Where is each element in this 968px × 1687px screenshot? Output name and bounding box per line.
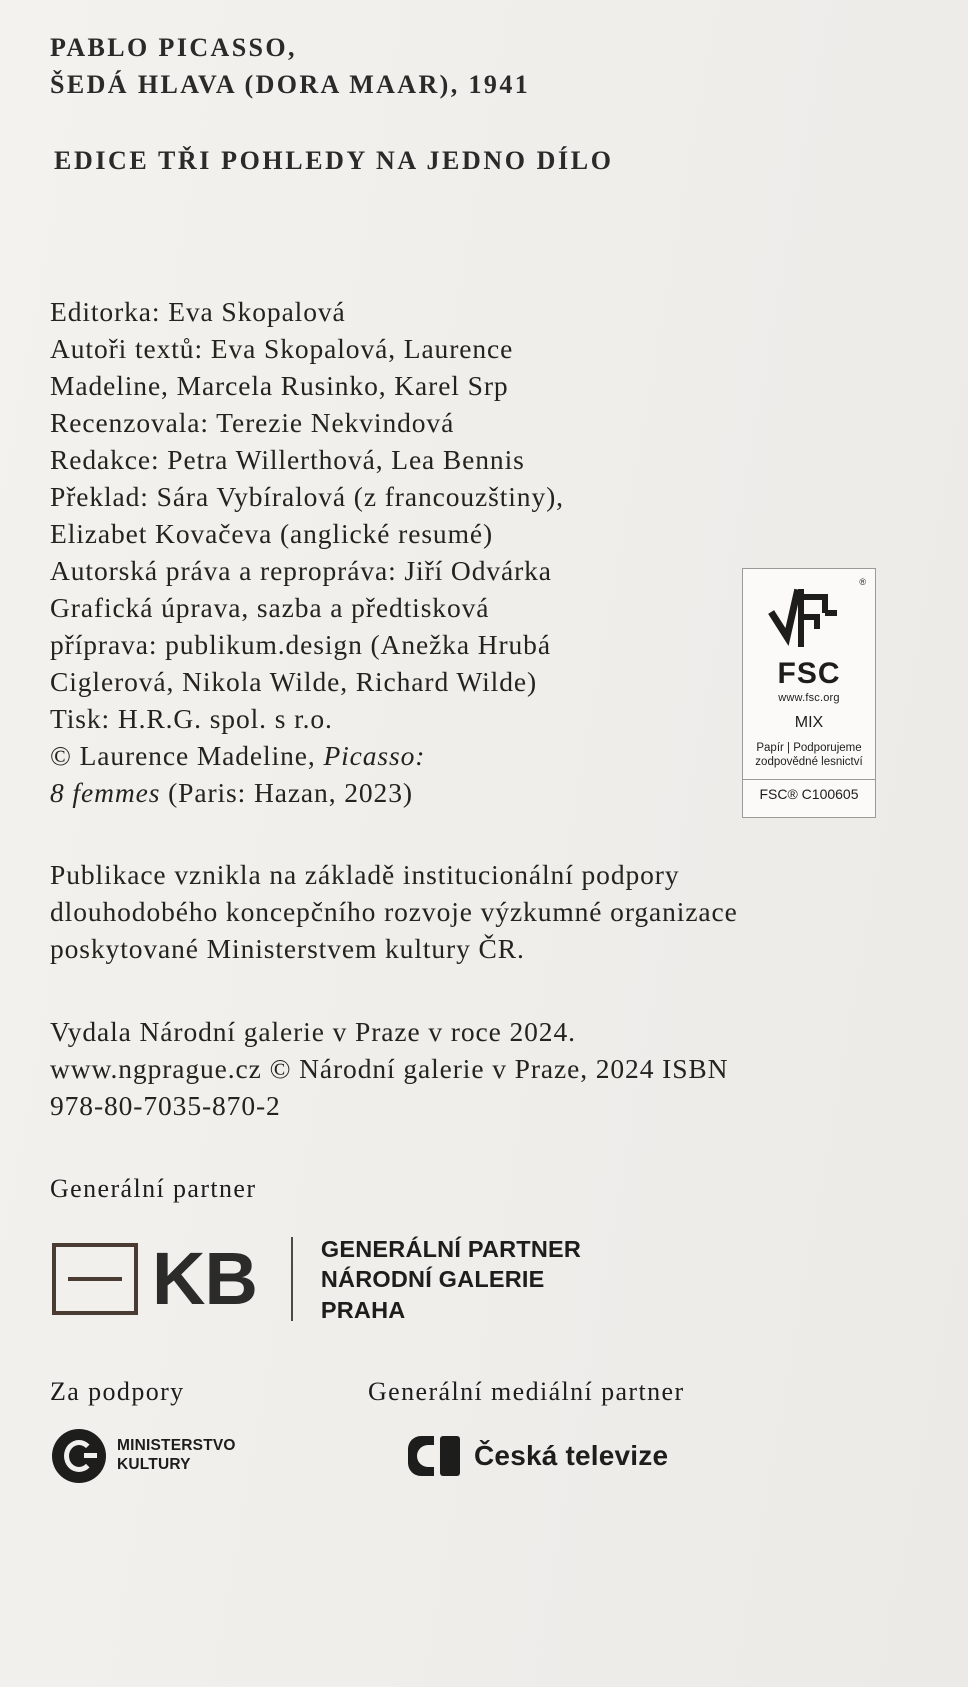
kb-square-icon [52,1243,138,1315]
ministry-emblem-icon [52,1429,106,1483]
fsc-mix-label: MIX [794,714,824,731]
fsc-badge [742,568,876,818]
ct-mark-left [408,1436,434,1476]
fsc-checkmark-tree-icon [767,579,851,655]
fsc-tree-icon [743,569,875,665]
media-partner-label: Generální mediální partner [368,1376,685,1406]
copyright-title-part-2: 8 femmes [50,776,161,808]
ministry-text-line: KULTURY [117,1455,191,1473]
colophon-credits [50,294,750,812]
kb-letters: KB [152,1237,257,1321]
kb-text-line: GENERÁLNÍ PARTNER [320,1236,582,1263]
publisher-copyright: © Národní galerie v Praze, 2024 [269,1053,655,1085]
publisher-website: www.ngprague.cz [50,1053,262,1085]
bottom-logos [50,1429,910,1483]
fsc-claim [743,741,875,770]
copyright-line-1 [50,738,750,775]
title-line-2: ŠEDÁ HLAVA (DORA MAAR), 1941 [50,69,531,99]
kb-text-line: NÁRODNÍ GALERIE [320,1266,545,1293]
credit-line: Recenzovala: Terezie Nekvindová [50,406,455,438]
fsc-claim-line: Papír | Podporujeme [756,742,862,754]
support-label: Za podpory [50,1376,185,1406]
ct-mark-icon [408,1436,460,1476]
credit-line: Redakce: Petra Willerthová, Lea Bennis [50,443,525,475]
copyright-line-2 [50,775,750,812]
credit-line: Elizabet Kovačeva (anglické resumé) [50,517,494,549]
fsc-license-code: FSC® C100605 [743,779,875,802]
credit-line: Editorka: Eva Skopalová [50,295,346,327]
credit-line: příprava: publikum.design (Anežka Hrubá [50,628,551,660]
publisher-line: Vydala Národní galerie v Praze v roce 2024. [50,1015,576,1047]
czech-television-logo [408,1436,668,1476]
publisher-info [50,1013,790,1124]
credit-line: Tisk: H.R.G. spol. s r.o. [50,702,333,734]
general-partner-label: Generální partner [50,1174,257,1204]
credit-line: Autorská práva a repropráva: Jiří Odvárka [50,554,552,586]
ministry-text-line: MINISTERSTVO [117,1437,236,1455]
ministry-of-culture-logo [50,1429,368,1483]
fsc-wordmark: FSC [777,657,841,690]
isbn: ISBN 978-80-7035-870-2 [50,1053,729,1122]
credit-line: Autoři textů: Eva Skopalová, Laurence [50,332,514,364]
ct-mark-right [440,1436,460,1476]
fsc-claim-line: zodpovědné lesnictví [755,756,863,769]
bottom-labels [50,1377,910,1407]
credit-line: Grafická úprava, sazba a předtisková [50,591,490,623]
copyright-prefix: © Laurence Madeline, [50,739,324,771]
credit-line: Madeline, Marcela Rusinko, Karel Srp [50,369,509,401]
kb-text-line: PRAHA [320,1296,406,1323]
credit-line: Ciglerová, Nikola Wilde, Richard Wilde) [50,665,538,697]
page-title [50,30,910,104]
fsc-url: www.fsc.org [778,692,840,704]
title-line-1: PABLO PICASSO, [50,33,297,62]
ministry-text [117,1437,236,1474]
ct-name: Česká televize [474,1439,669,1471]
support-paragraph: Publikace vznikla na základě institucionální podpory dlouhodobého koncepčního rozvoje výzkumné organizace poskytované Ministerstvem kultury ČR. [50,858,738,964]
divider [291,1237,293,1321]
copyright-suffix: (Paris: Hazan, 2023) [160,776,413,808]
registered-mark: ® [859,577,866,587]
copyright-title-part-1: Picasso: [323,739,426,771]
kb-logo [50,1234,910,1324]
kb-partner-text [321,1234,581,1324]
edition-title: EDICE TŘI POHLEDY NA JEDNO DÍLO [54,145,614,175]
credit-line: Překlad: Sára Vybíralová (z francouzštiny), [50,480,564,512]
